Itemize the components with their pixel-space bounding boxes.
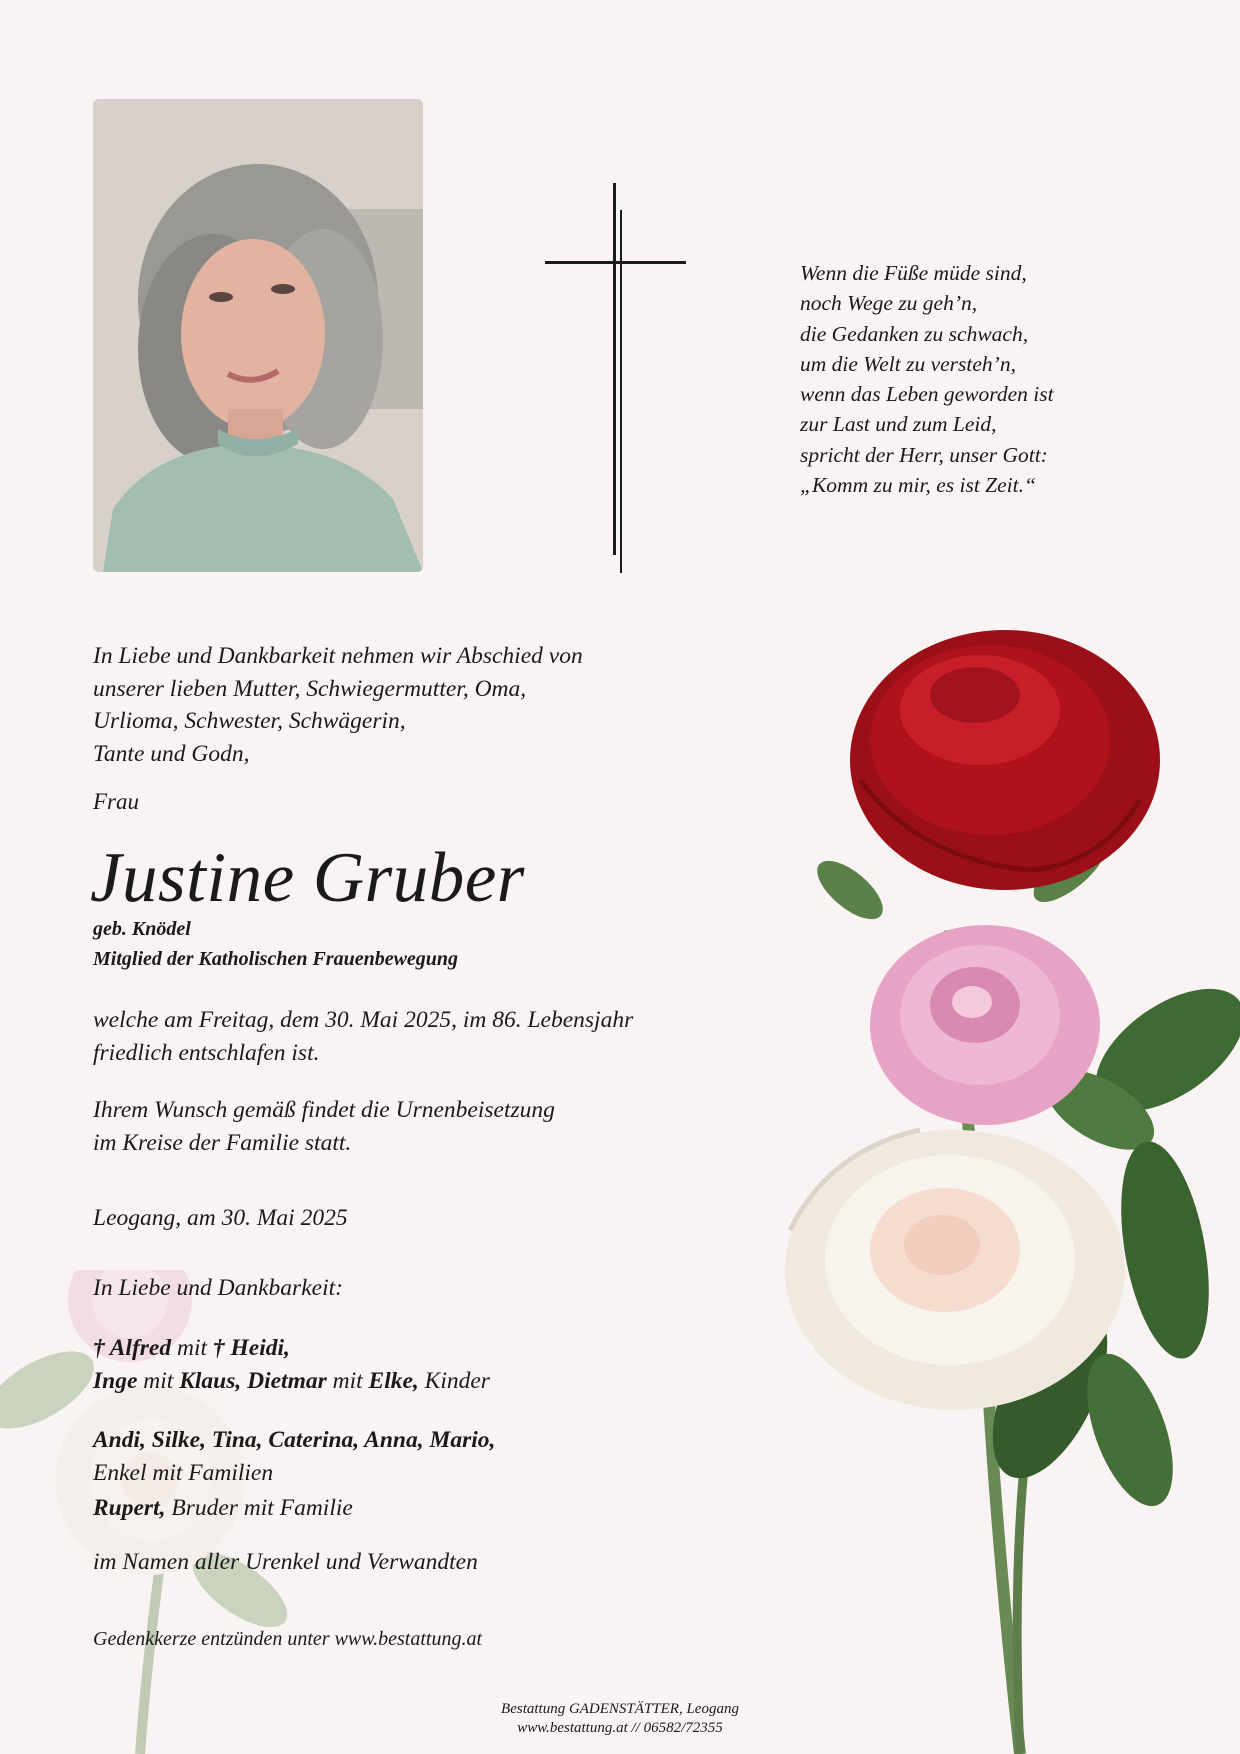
family-name: Klaus, — [179, 1368, 242, 1394]
family-children — [93, 1332, 490, 1398]
burial-notice — [93, 1094, 733, 1160]
poem-line: um die Welt zu versteh’n, — [800, 351, 1016, 376]
place-date: Leogang, am 30. Mai 2025 — [93, 1205, 348, 1231]
children-line-1 — [93, 1332, 490, 1365]
poem — [800, 258, 1180, 500]
family-name: † Alfred — [93, 1335, 172, 1361]
family-role: Kinder — [418, 1368, 490, 1394]
intro-line: Tante und Godn, — [93, 740, 250, 767]
death-line: welche am Freitag, dem 30. Mai 2025, im 86. Lebensjahr — [93, 1007, 634, 1033]
family-name: Inge — [93, 1368, 138, 1394]
family-brother — [93, 1492, 353, 1525]
poem-line: „Komm zu mir, es ist Zeit.“ — [800, 473, 1036, 498]
family-connector: mit — [137, 1368, 180, 1394]
portrait-photo — [93, 99, 423, 572]
death-line: friedlich entschlafen ist. — [93, 1040, 320, 1066]
intro-line: unserer lieben Mutter, Schwiegermutter, Oma, — [93, 675, 527, 702]
family-connector: mit — [326, 1368, 369, 1394]
family-name: Dietmar — [247, 1368, 327, 1394]
grandchildren-names: Andi, Silke, Tina, Caterina, Anna, Mario, — [93, 1427, 496, 1453]
maiden-name: geb. Knödel — [93, 918, 191, 940]
mourners-heading: In Liebe und Dankbarkeit: — [93, 1275, 343, 1301]
membership: Mitglied der Katholischen Frauenbewegung — [93, 948, 459, 970]
footer — [420, 1700, 820, 1738]
deceased-name: Justine Gruber — [90, 839, 525, 917]
family-name: Elke, — [368, 1368, 419, 1394]
death-announcement — [93, 1004, 733, 1070]
poem-line: zur Last und zum Leid, — [800, 412, 997, 437]
poem-line: noch Wege zu geh’n, — [800, 291, 978, 316]
footer-company: Bestattung GADENSTÄTTER, Leogang — [501, 1701, 739, 1717]
candle-link-text[interactable]: Gedenkkerze entzünden unter www.bestattung.at — [93, 1628, 483, 1650]
intro-line: Urlioma, Schwester, Schwägerin, — [93, 708, 406, 734]
roses-decoration — [770, 630, 1240, 1754]
poem-line: spricht der Herr, unser Gott: — [800, 442, 1048, 467]
intro-text — [93, 640, 733, 770]
poem-line: Wenn die Füße müde sind, — [800, 261, 1027, 285]
brother-name: Rupert, — [93, 1495, 166, 1521]
brother-label: Bruder mit Familie — [165, 1495, 353, 1521]
portrait-illustration — [93, 99, 423, 572]
family-grandchildren — [93, 1424, 495, 1490]
poem-line: wenn das Leben geworden ist — [800, 382, 1054, 407]
burial-line: im Kreise der Familie statt. — [93, 1130, 352, 1156]
grandchildren-label: Enkel mit Familien — [93, 1460, 274, 1486]
footer-contact[interactable]: www.bestattung.at // 06582/72355 — [517, 1720, 723, 1736]
children-line-2 — [93, 1365, 490, 1398]
poem-line: die Gedanken zu schwach, — [800, 321, 1029, 346]
intro-line: In Liebe und Dankbarkeit nehmen wir Abschied von — [93, 643, 583, 669]
cross-icon — [540, 180, 690, 580]
family-name: † Heidi, — [212, 1335, 290, 1361]
burial-line: Ihrem Wunsch gemäß findet die Urnenbeisetzung — [93, 1097, 555, 1123]
family-others: im Namen aller Urenkel und Verwandten — [93, 1549, 478, 1575]
salutation: Frau — [93, 789, 139, 814]
family-connector: mit — [171, 1335, 213, 1361]
